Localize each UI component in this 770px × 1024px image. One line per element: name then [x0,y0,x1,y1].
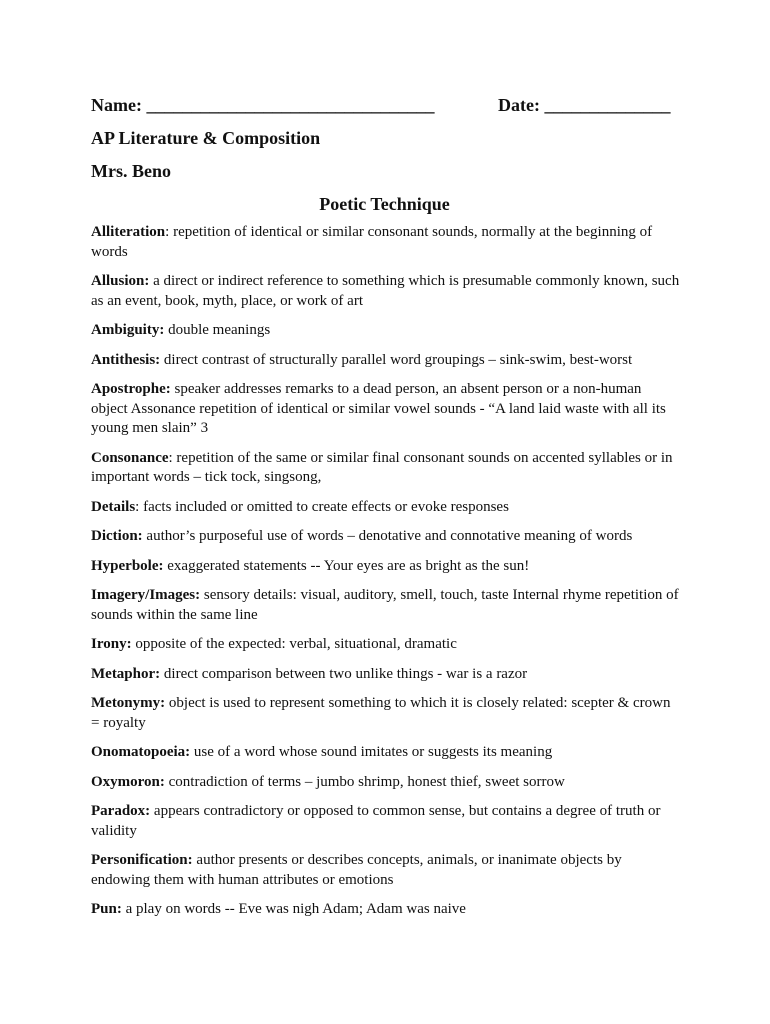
term-definition: direct contrast of structurally parallel word groupings – sink-swim, best-worst [160,351,633,368]
term-definition: double meanings [164,322,271,338]
term-name: Irony: [91,636,132,652]
term-definition: exaggerated statements -- Your eyes are as bright as the sun! [163,557,530,574]
term-name: Consonance [91,449,169,466]
term-entry [91,380,681,439]
term-name: Pun: [91,901,122,917]
term-name: Metaphor: [91,665,161,682]
term-entry [91,498,681,518]
term-entry [91,900,681,920]
term-entry [91,802,681,841]
term-entry [91,272,681,311]
term-name: Onomatopoeia: [91,744,191,760]
term-definition: opposite of the expected: verbal, situational, dramatic [131,636,457,652]
term-name: Oxymoron: [91,773,165,790]
term-name: Antithesis: [91,351,161,368]
terms-list [91,223,691,920]
term-entry [91,449,681,488]
term-entry [91,586,681,625]
term-entry [91,321,681,341]
term-name: Metonymy: [91,695,166,711]
term-definition: use of a word whose sound imitates or suggests its meaning [190,744,553,760]
term-definition: speaker addresses remarks to a dead person, an absent person or a non-human object Assonance repetition of identical or similar vowel sounds - “A land laid waste with all its young men slain” 3 [91,381,666,436]
term-name: Diction: [91,528,143,544]
term-definition: author’s purposeful use of words – denotative and connotative meaning of words [142,528,633,544]
date-field: Date: ______________ [498,95,671,115]
term-definition: contradiction of terms – jumbo shrimp, honest thief, sweet sorrow [164,773,565,790]
term-entry [91,665,681,685]
term-name: Imagery/Images: [91,587,201,603]
term-entry [91,743,681,763]
term-entry [91,351,681,371]
term-definition: a direct or indirect reference to something which is presumable commonly known, such as an event, book, myth, place, or work of art [91,273,680,309]
term-definition: sensory details: visual, auditory, smell, touch, taste Internal rhyme repetition of sounds within the same line [91,587,679,623]
term-name: Apostrophe: [91,381,171,397]
term-entry [91,851,681,890]
term-definition: appears contradictory or opposed to common sense, but contains a degree of truth or validity [91,803,661,839]
term-name: Personification: [91,852,193,868]
name-field: Name: ________________________________ [91,95,435,115]
term-entry [91,773,681,793]
term-definition: : repetition of the same or similar final consonant sounds on accented syllables or in important words – tick tock, singsong, [91,449,673,485]
term-definition: : facts included or omitted to create effects or evoke responses [135,498,509,515]
header-row [91,93,691,117]
course-title: AP Literature & Composition [91,128,321,148]
term-entry [91,557,681,577]
term-name: Ambiguity: [91,322,165,338]
term-name: Hyperbole: [91,557,164,574]
term-definition: author presents or describes concepts, animals, or inanimate objects by endowing them with human attributes or emotions [91,852,622,888]
term-definition: : repetition of identical or similar consonant sounds, normally at the beginning of words [91,224,653,260]
worksheet-page [91,93,691,930]
term-definition: a play on words -- Eve was nigh Adam; Adam was naive [121,901,466,917]
term-name: Paradox: [91,803,151,819]
teacher-name: Mrs. Beno [91,161,171,181]
term-definition: direct comparison between two unlike things - war is a razor [160,665,528,682]
term-name: Allusion: [91,273,150,289]
term-definition: object is used to represent something to which it is closely related: scepter & crown = royalty [91,695,671,731]
term-entry [91,527,681,547]
page-title: Poetic Technique [319,194,450,214]
term-name: Details [91,498,136,515]
term-name: Alliteration [91,224,166,240]
term-entry [91,635,681,655]
term-entry [91,223,681,262]
term-entry [91,694,681,733]
